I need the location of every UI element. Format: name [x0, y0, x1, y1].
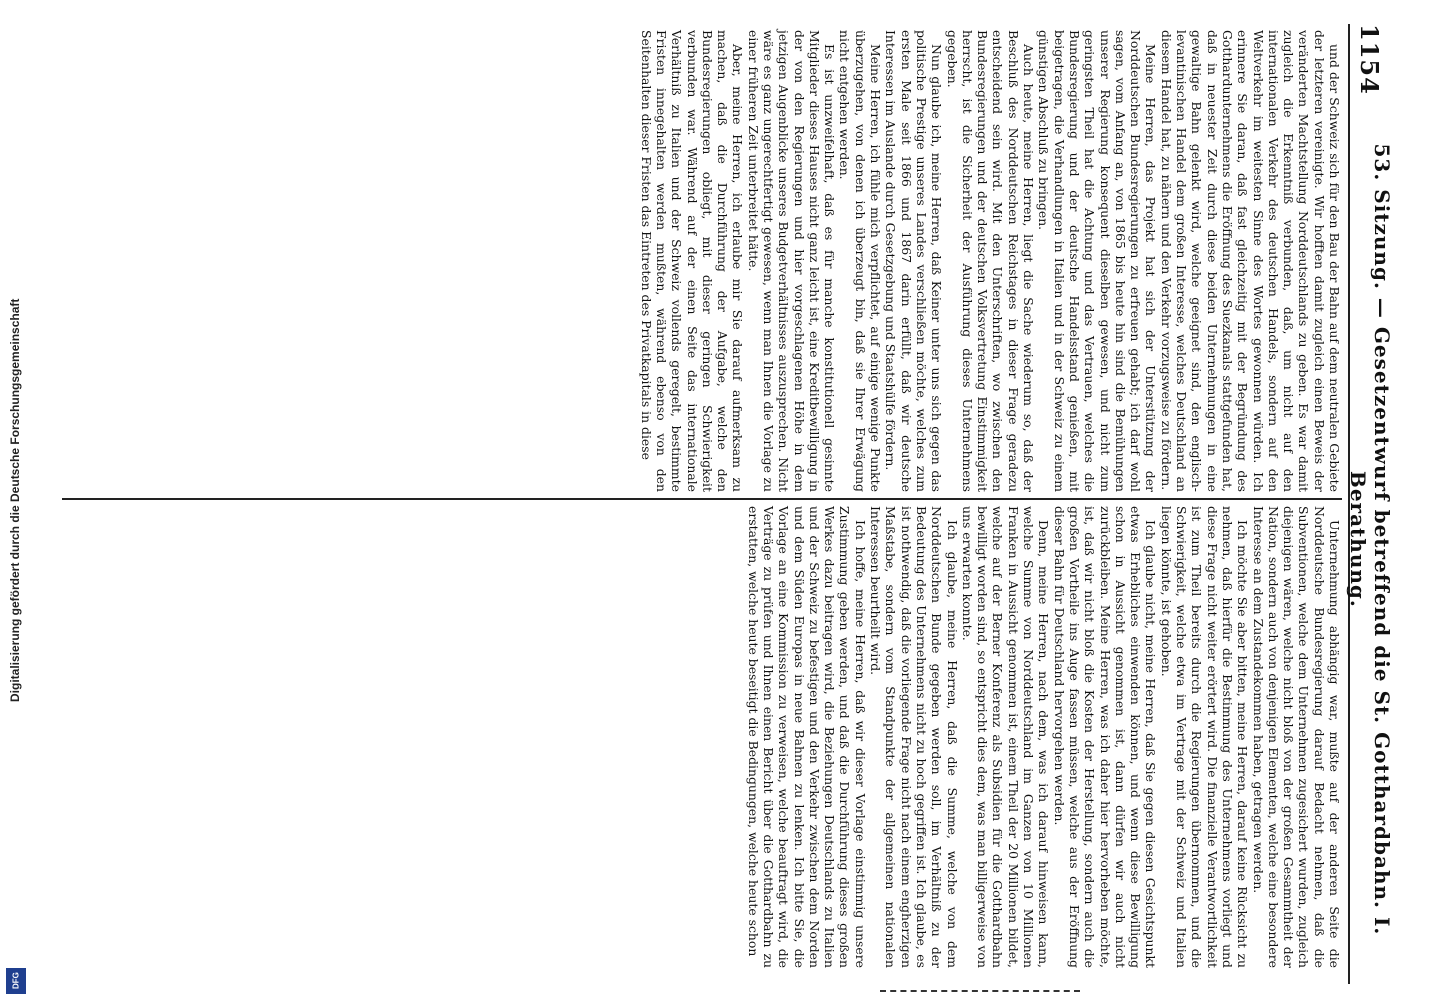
paragraph: Denn, meine Herren, nach dem, was ich darauf hinweisen kann, welche Summe von Norddeutschland im Ganzen von 10 Millionen Franken in Aussicht genommen ist, einem Theil der 20 Millionen bildet, welche auf der Berner Konferenz als Subsidien für die Gotthardbahn bewilligt worden sind, so entspricht dies dem, was man billigerweise von uns erwarten konnte.	[959, 506, 1052, 968]
paragraph: Ich glaube nicht, meine Herren, daß Sie gegen diesen Gesichtspunkt etwas Erhebliches einwenden können, und wenn diese Bewilligung schon in Aussicht genommen ist, dann dürfen wir auch nicht zurückbleiben. Meine Herren, was ich daher hier hervorheben möchte, ist, daß wir nicht bloß die Kosten der Herstellung, sondern auch die großen Vortheile ins Auge fassen müssen, welche aus der Eröffnung dieser Bahn für Deutschland hervorgehen werden.	[1051, 506, 1159, 968]
paragraph: Ich hoffe, meine Herren, daß wir dieser Vorlage einstimmig unsere Zustimmung geben werden, und daß die Durchführung dieses großen Werkes dazu beitragen wird, die Beziehungen Deutschlands zu Italien und der Schweiz zu befestigen und den Verkehr zwischen dem Norden und dem Süden Europas in neue Bahnen zu lenken. Ich bitte Sie, die Vorlage an eine Kommission zu verweisen, welche beauftragt wird, die Verträge zu prüfen und Ihnen einen Bericht über die Gotthardbahn zu erstatten, welche heute beseitigt die Bedingungen, welche heute schon	[745, 506, 868, 968]
paragraph: Unternehmung abhängig war, mußte auf der anderen Seite die Norddeutsche Bundesregierung darauf Bedacht nehmen, daß die Subventionen, welche dem Unternehmen zugesichert wurden, zugleich diejenigen wären, welche nicht bloß von der großen Gesammtheit der Nation, sondern auch von denjenigen Elementen, welche eine besondere Interesse an dem Zustandekommen haben, getragen werden.	[1250, 506, 1342, 968]
bottom-dash-marks	[880, 990, 1080, 998]
left-column	[62, 24, 1342, 498]
rotated-page-content	[50, 24, 1394, 984]
paragraph: und der Schweiz sich für den Bau der Bahn auf dem neutralen Gebiete der letzteren vereinigte. Wir hofften damit zugleich einen Beweis der veränderten Machtstellung Norddeutschlands zu geben. Es war damit zugleich die Erkenntniß verbunden, daß, um nicht auf den internationalen Verkehr des deutschen Handels, sondern auf den Weltverkehr im weitesten Sinne des Wortes gewonnen würden. Ich erinnere Sie daran, daß fast gleichzeitig mit der Begründung des Gotthardunternehmens die Eröffnung des Suezkanals stattgefunden hat, daß in neuester Zeit durch diese beiden Unternehmungen in eine gewaltige Bahn gelenkt wird, welche geeignet sind, den englisch-levantinischen Handel dem großen Interesse, welches Deutschland an diesem Handel hat, zu nähern und den Verkehr vorzugsweise zu fördern.	[1158, 30, 1342, 492]
text-columns	[62, 24, 1342, 984]
paragraph: Nun glaube ich, meine Herren, daß Keiner unter uns sich gegen das politische Prestige unseres Landes verschließen möchte, welches zum ersten Male seit 1866 und 1867 darin erfüllt, daß wir deutsche Interessen im Auslande durch Gesetzgebung und Staatshülfe fördern.	[883, 30, 945, 492]
paragraph: Meine Herren, das Projekt hat sich der Unterstützung der Norddeutschen Bundesregierungen zu erfreuen gehabt; ich darf wohl sagen, vom Anfang an, von 1865 bis heute hin sind die Bemühungen unserer Regierung konsequent dieselben gewesen, und nicht zum geringsten Theil hat die Achtung und das Vertrauen, welches die Bundesregierung und der deutsche Handelsstand genießen, mit beigetragen, die Verhandlungen in Italien und in der Schweiz zu einem günstigen Abschluß zu bringen.	[1036, 30, 1159, 492]
paragraph: Meine Herren, ich fühle mich verpflichtet, auf einige wenige Punkte überzugehen, von denen ich überzeugt bin, daß sie Ihrer Erwägung nicht entgehen werden.	[837, 30, 884, 492]
page-header	[1346, 24, 1394, 984]
paragraph: Ich möchte Sie aber bitten, meine Herren, darauf keine Rücksicht zu nehmen, daß hierfür die Bestimmung des Unternehmens vorliegt und diese Frage nicht weiter erörtert wird. Die finanzielle Verantwortlichkeit ist zum Theil bereits durch die Regierungen übernommen, und die Schwierigkeit, welche etwa im Vertrage mit der Schweiz und Italien liegen könnte, ist gehoben.	[1158, 506, 1251, 968]
paragraph: Aber, meine Herren, ich erlaube mir Sie darauf aufmerksam zu machen, daß die Durchführung der Aufgabe, welche den Bundesregierungen obliegt, mit dieser geringen Schwierigkeit verbunden war. Während auf der einen Seite das internationale Verhältniß zu Italien und der Schweiz vollends geregelt, bestimmte Fristen innegehalten werden mußten, während ebenso von den Seitenhalten dieser Fristen das Eintreten des Privatkapitals in diese	[638, 30, 746, 492]
paragraph: Auch heute, meine Herren, liegt die Sache wiederum so, daß der Beschluß des Norddeutschen Reichstages in dieser Frage geradezu entscheidend sein wird. Mit den Unterschriften, wo zwischen den Bundesregierungen und der deutschen Volksvertretung Einstimmigkeit herrscht, ist die Sicherheit der Ausführung dieses Unternehmens gegeben.	[944, 30, 1037, 492]
paragraph: Ich glaube, meine Herren, daß die Summe, welche von dem Norddeutschen Bunde gegeben werden soll, im Verhältniß zu der Bedeutung des Unternehmens nicht zu hoch gegriffen ist. Ich glaube, es ist nothwendig, daß die vorliegende Frage nicht nach einem engherzigen Maßstabe, sondern vom Standpunkte der allgemeinen nationalen Interessen beurtheilt wird.	[868, 506, 960, 968]
page-number: 1154	[1355, 24, 1385, 95]
paragraph: Es ist unzweifelhaft, daß es für manche konstitutionell gesinnte Mitglieder dieses Hauses nicht ganz leicht ist, eine Kreditbewilligung in der von den Regierungen und hier vorgeschlagenen Höhe in dem jetzigen Augenblicke unseres Budgetverhältnisses auszusprechen. Nicht wäre es ganz ungerechtfertigt gewesen, wenn man Ihnen die Vorlage zu einer früheren Zeit unterbreitet hätte.	[745, 30, 838, 492]
right-column	[62, 500, 1342, 974]
dfg-logo: DFG	[6, 968, 26, 994]
digitization-credit: Digitalisierung gefördert durch die Deutsche Forschungsgemeinschaft	[8, 298, 22, 702]
page-title: 53. Sitzung. — Gesetzentwurf betreffend die St. Gotthardbahn. I. Berathung.	[1346, 143, 1394, 936]
